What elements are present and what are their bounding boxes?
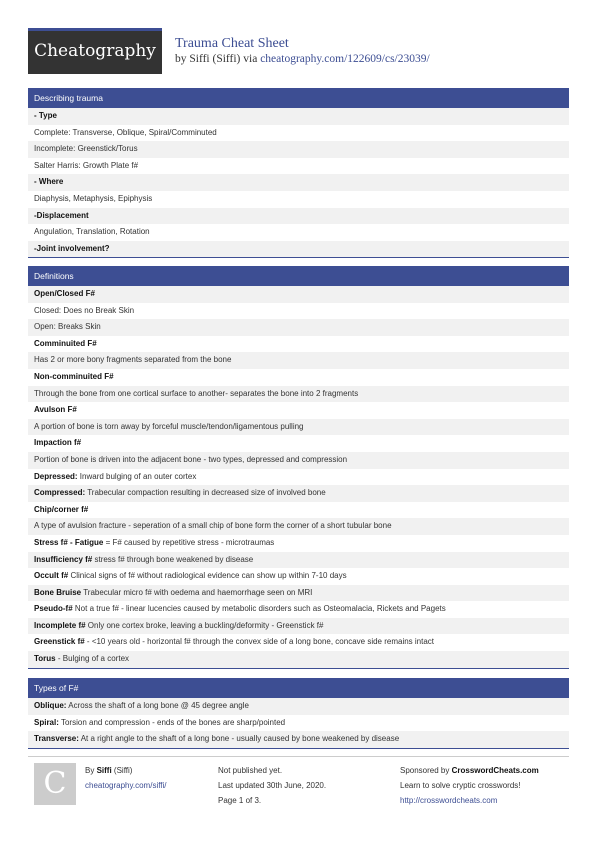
row-label: - Type [34,111,57,120]
row-text: Trabecular compaction resulting in decreased size of involved bone [85,488,326,498]
section-divider [28,748,569,749]
row-label: Comminuited F# [34,338,97,348]
row-label: Insufficiency f# [34,554,93,564]
row-text: Portion of bone is driven into the adjacent bone - two types, depressed and compression [34,454,348,464]
sheet-url-link[interactable]: cheatography.com/122609/cs/23039/ [260,53,430,65]
published-status: Not published yet. [218,766,283,775]
sponsor-tagline: Learn to solve cryptic crosswords! [400,781,521,790]
row-label: -Displacement [34,210,89,220]
table-row [28,402,569,419]
row-label: -Joint involvement? [34,243,110,253]
row-text: Incomplete: Greenstick/Torus [34,144,138,154]
table-row [28,634,569,651]
table-row [28,698,569,715]
row-label: Impaction f# [34,438,82,448]
section-rows [28,108,569,257]
table-row [28,452,569,469]
row-label: Depressed: [34,471,78,481]
footer-author-name[interactable]: Siffi [96,766,112,775]
row-text: A type of avulsion fracture - seperation of a small chip of bone form the corner of a short tubular bone [34,521,392,531]
table-row [28,731,569,748]
row-label: Avulson F# [34,405,77,415]
sponsor-name[interactable]: CrosswordCheats.com [451,766,539,775]
row-label: Pseudo-f# [34,604,73,614]
row-text: At a right angle to the shaft of a long bone - usually caused by bone weakened by disease [78,734,400,744]
sponsor-link[interactable]: http://crosswordcheats.com [400,796,498,805]
row-text: A portion of bone is torn away by forceful muscle/tendon/ligamentous pulling [34,421,304,431]
table-row [28,386,569,403]
table-row [28,502,569,519]
table-row [28,435,569,452]
table-row [28,369,569,386]
row-text: Torsion and compression - ends of the bones are sharp/pointed [58,717,286,727]
table-row [28,485,569,502]
footer-by-label: By [85,766,95,775]
table-row [28,286,569,303]
table-row [28,469,569,486]
table-row [28,618,569,635]
row-label: Chip/corner f# [34,504,89,514]
row-text: Trabecular micro f# with oedema and haemorrhage seen on MRI [81,587,313,597]
row-text: Clinical signs of f# without radiological evidence can show up within 7-10 days [68,571,347,581]
footer-author-col [85,763,167,793]
footer-divider [28,756,569,757]
table-row [28,241,569,258]
row-text: - Bulging of a cortex [55,654,130,664]
row-text: = F# caused by repetitive stress - microtraumas [103,537,275,547]
section-rows [28,698,569,748]
row-label: Torus [34,654,56,664]
author-name: Siffi (Siffi) [189,53,241,65]
row-text: Inward bulging of an outer cortex [77,471,197,481]
footer-author-link[interactable]: cheatography.com/siffi/ [85,781,167,790]
row-label: Occult f# [34,571,69,581]
row-text: - <10 years old - horizontal f# through the convex side of a long bone, concave side remains intact [84,637,435,647]
row-text: Diaphysis, Metaphysis, Epiphysis [34,193,153,203]
row-label: Oblique: [34,701,67,710]
row-text: Only one cortex broke, leaving a buckling/deformity - Greenstick f# [85,620,324,630]
table-row [28,601,569,618]
section-title: Definitions [28,266,569,286]
table-row [28,535,569,552]
row-label: Compressed: [34,488,86,498]
footer-meta-col [218,763,326,808]
table-row [28,552,569,569]
table-row [28,319,569,336]
row-text: Salter Harris: Growth Plate f# [34,160,139,170]
row-text: stress f# through bone weakened by disease [92,554,254,564]
page-number: Page 1 of 3. [218,796,262,805]
table-row [28,568,569,585]
via-label: via [243,53,258,65]
sponsored-label: Sponsored by [400,766,450,775]
footer-author-paren: (Siffi) [113,766,133,775]
row-text: Across the shaft of a long bone @ 45 degree angle [66,701,249,710]
table-row [28,352,569,369]
row-text: Complete: Transverse, Oblique, Spiral/Comminuted [34,127,217,137]
table-row [28,585,569,602]
table-row [28,224,569,241]
table-row [28,108,569,125]
row-text: Through the bone from one cortical surface to another- separates the bone into 2 fragments [34,388,359,398]
table-row [28,715,569,732]
section-definitions [28,266,569,669]
footer-sponsor-col [400,763,539,808]
section-describing-trauma [28,88,569,258]
section-types-of-fracture [28,678,569,749]
last-updated: Last updated 30th June, 2020. [218,781,327,790]
table-row [28,518,569,535]
section-rows [28,286,569,668]
table-row [28,303,569,320]
table-row [28,208,569,225]
cheatography-logo[interactable]: Cheatography [28,28,162,74]
section-divider [28,668,569,669]
section-title: Describing trauma [28,88,569,108]
row-label: Spiral: [34,717,59,727]
table-row [28,125,569,142]
row-label: Incomplete f# [34,620,86,630]
row-label: Stress f# - Fatigue [34,537,104,547]
row-label: Greenstick f# [34,637,85,647]
row-text: Has 2 or more bony fragments separated from the bone [34,355,232,365]
row-text: Not a true f# - linear lucencies caused by metabolic disorders such as Osteomalacia, Rickets and Pagets [72,604,446,614]
table-row [28,158,569,175]
section-divider [28,257,569,258]
row-label: Non-comminuited F# [34,371,114,381]
row-label: Bone Bruise [34,587,82,597]
row-text: Angulation, Translation, Rotation [34,227,150,237]
table-row [28,651,569,668]
author-avatar[interactable]: C [34,763,76,805]
row-text: Open: Breaks Skin [34,322,101,332]
table-row [28,419,569,436]
row-label: Transverse: [34,734,79,744]
byline [175,53,430,65]
table-row [28,191,569,208]
by-label: by [175,53,187,65]
row-label: - Where [34,177,64,187]
table-row [28,141,569,158]
page-title: Trauma Cheat Sheet [175,36,289,51]
table-row [28,336,569,353]
table-row [28,174,569,191]
section-title: Types of F# [28,678,569,698]
row-text: Closed: Does no Break Skin [34,305,135,315]
row-label: Open/Closed F# [34,289,95,298]
